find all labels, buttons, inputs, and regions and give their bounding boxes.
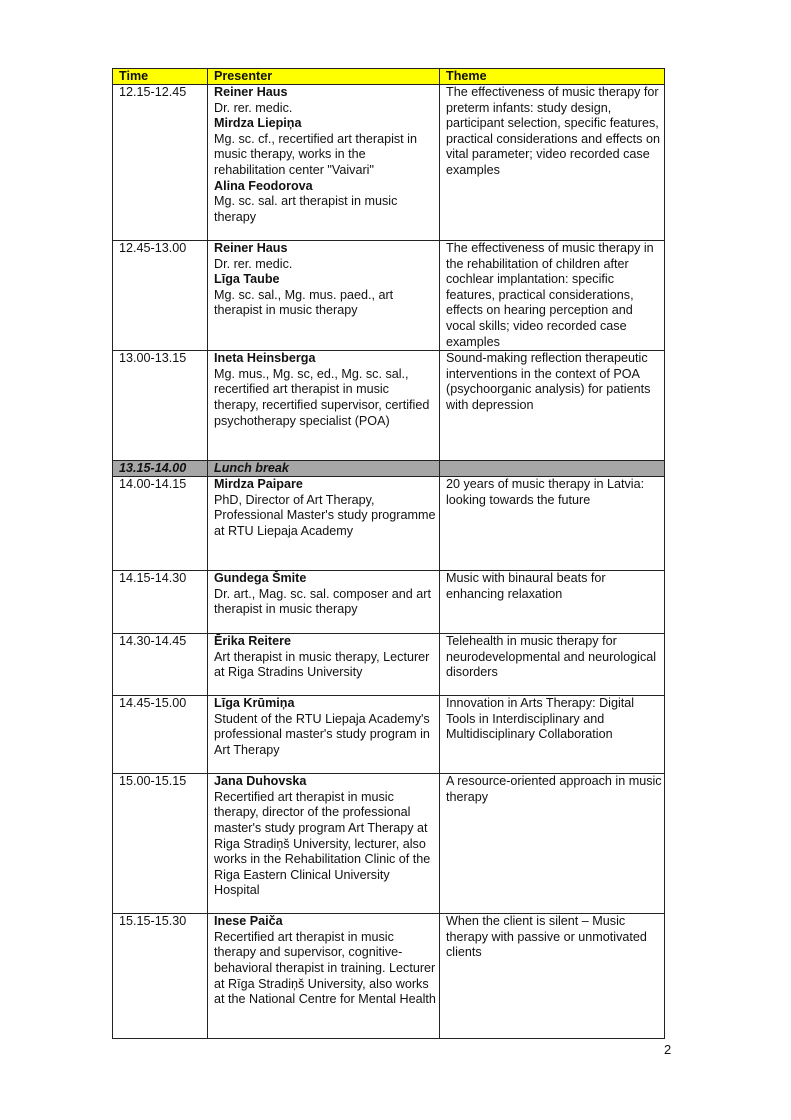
presenter-description: Dr. art., Mag. sc. sal. composer and art therapist in music therapy — [214, 586, 431, 617]
time-cell: 12.15-12.45 — [113, 85, 208, 241]
presenter-name: Ineta Heinsberga — [214, 351, 316, 366]
presenter-name: Reiner Haus — [214, 241, 288, 255]
presenter-cell — [208, 914, 440, 1039]
theme-cell: The effectiveness of music therapy for preterm infants: study design, participant selection, specific features, practical considerations and effects on vital parameter; video recorded case examples — [440, 85, 665, 241]
table-row — [113, 241, 665, 351]
theme-cell: Innovation in Arts Therapy: Digital Tools in Interdisciplinary and Multidisciplinary Collaboration — [440, 696, 665, 774]
table-row — [113, 696, 665, 774]
theme-cell: The effectiveness of music therapy in the rehabilitation of children after cochlear implantation: specific features, practical considerations, effects on hearing perception and vocal skills; video recorded case examples — [440, 241, 665, 351]
time-cell: 12.45-13.00 — [113, 241, 208, 351]
header-theme: Theme — [440, 69, 665, 85]
presenter-name: Mirdza Paipare — [214, 477, 303, 492]
time-cell: 14.30-14.45 — [113, 634, 208, 696]
lunch-theme-empty — [440, 461, 665, 477]
presenter-description: Dr. rer. medic. — [214, 256, 293, 271]
theme-cell: 20 years of music therapy in Latvia: looking towards the future — [440, 477, 665, 571]
theme-cell: Telehealth in music therapy for neurodevelopmental and neurological disorders — [440, 634, 665, 696]
table-row — [113, 351, 665, 461]
time-cell: 15.15-15.30 — [113, 914, 208, 1039]
presenter-description: Mg. sc. sal. art therapist in music therapy — [214, 194, 398, 224]
presenter-description: PhD, Director of Art Therapy, Professional Master's study programme at RTU Liepaja Academy — [214, 492, 436, 538]
presenter-description: Mg. sc. cf., recertified art therapist in music therapy, works in the rehabilitation center "Vaivari" — [214, 131, 417, 177]
table-row — [113, 477, 665, 571]
time-cell: 14.00-14.15 — [113, 477, 208, 571]
schedule-table — [112, 68, 665, 1039]
lunch-time: 13.15-14.00 — [113, 461, 208, 477]
time-cell: 14.45-15.00 — [113, 696, 208, 774]
presenter-cell — [208, 477, 440, 571]
presenter-cell — [208, 571, 440, 634]
time-cell: 15.00-15.15 — [113, 774, 208, 914]
presenter-cell — [208, 241, 440, 351]
time-cell: 13.00-13.15 — [113, 351, 208, 461]
presenter-name: Mirdza Liepiņa — [214, 116, 302, 131]
table-row — [113, 914, 665, 1039]
lunch-row — [113, 461, 665, 477]
presenter-description: Dr. rer. medic. — [214, 100, 293, 115]
presenter-name: Gundega Šmite — [214, 571, 307, 586]
presenter-cell — [208, 696, 440, 774]
presenter-name: Reiner Haus — [214, 85, 288, 99]
presenter-description: Mg. sc. sal., Mg. mus. paed., art therapist in music therapy — [214, 287, 394, 318]
presenter-description: Recertified art therapist in music therapy and supervisor, cognitive-behavioral therapist in training. Lecturer at Rīga Stradiņš University, also works at the National Centre for Mental Health — [214, 929, 436, 1007]
presenter-name: Inese Paiča — [214, 914, 283, 929]
presenter-name: Līga Taube — [214, 272, 280, 287]
table-row — [113, 571, 665, 634]
lunch-label: Lunch break — [208, 461, 440, 477]
table-header-row — [113, 69, 665, 85]
presenter-name: Jana Duhovska — [214, 774, 307, 789]
page-number: 2 — [664, 1042, 672, 1057]
presenter-description: Recertified art therapist in music therapy, director of the professional master's study program Art Therapy at Riga Stradiņš University, lecturer, also works in the Rehabilitation Clinic of the Riga Eastern Clinical University Hospital — [214, 789, 431, 898]
presenter-name: Ērika Reitere — [214, 634, 292, 649]
theme-cell: Sound-making reflection therapeutic interventions in the context of POA (psychoorganic analysis) for patients with depression — [440, 351, 665, 461]
presenter-cell — [208, 774, 440, 914]
header-time: Time — [113, 69, 208, 85]
table-row — [113, 774, 665, 914]
presenter-cell — [208, 634, 440, 696]
presenter-cell — [208, 351, 440, 461]
theme-cell: When the client is silent – Music therapy with passive or unmotivated clients — [440, 914, 665, 1039]
header-presenter: Presenter — [208, 69, 440, 85]
table-row — [113, 634, 665, 696]
theme-cell: A resource-oriented approach in music therapy — [440, 774, 665, 914]
time-cell: 14.15-14.30 — [113, 571, 208, 634]
presenter-name: Alina Feodorova — [214, 178, 313, 193]
table-row — [113, 85, 665, 241]
presenter-cell — [208, 85, 440, 241]
presenter-description: Art therapist in music therapy, Lecturer at Riga Stradins University — [214, 649, 430, 680]
presenter-description: Mg. mus., Mg. sc, ed., Mg. sc. sal., recertified art therapist in music therapy, recertified supervisor, certified psychotherapy specialist (POA) — [214, 366, 430, 428]
presenter-name: Līga Krūmiņa — [214, 696, 295, 711]
presenter-description: Student of the RTU Liepaja Academy's professional master's study program in Art Therapy — [214, 711, 430, 757]
theme-cell: Music with binaural beats for enhancing relaxation — [440, 571, 665, 634]
